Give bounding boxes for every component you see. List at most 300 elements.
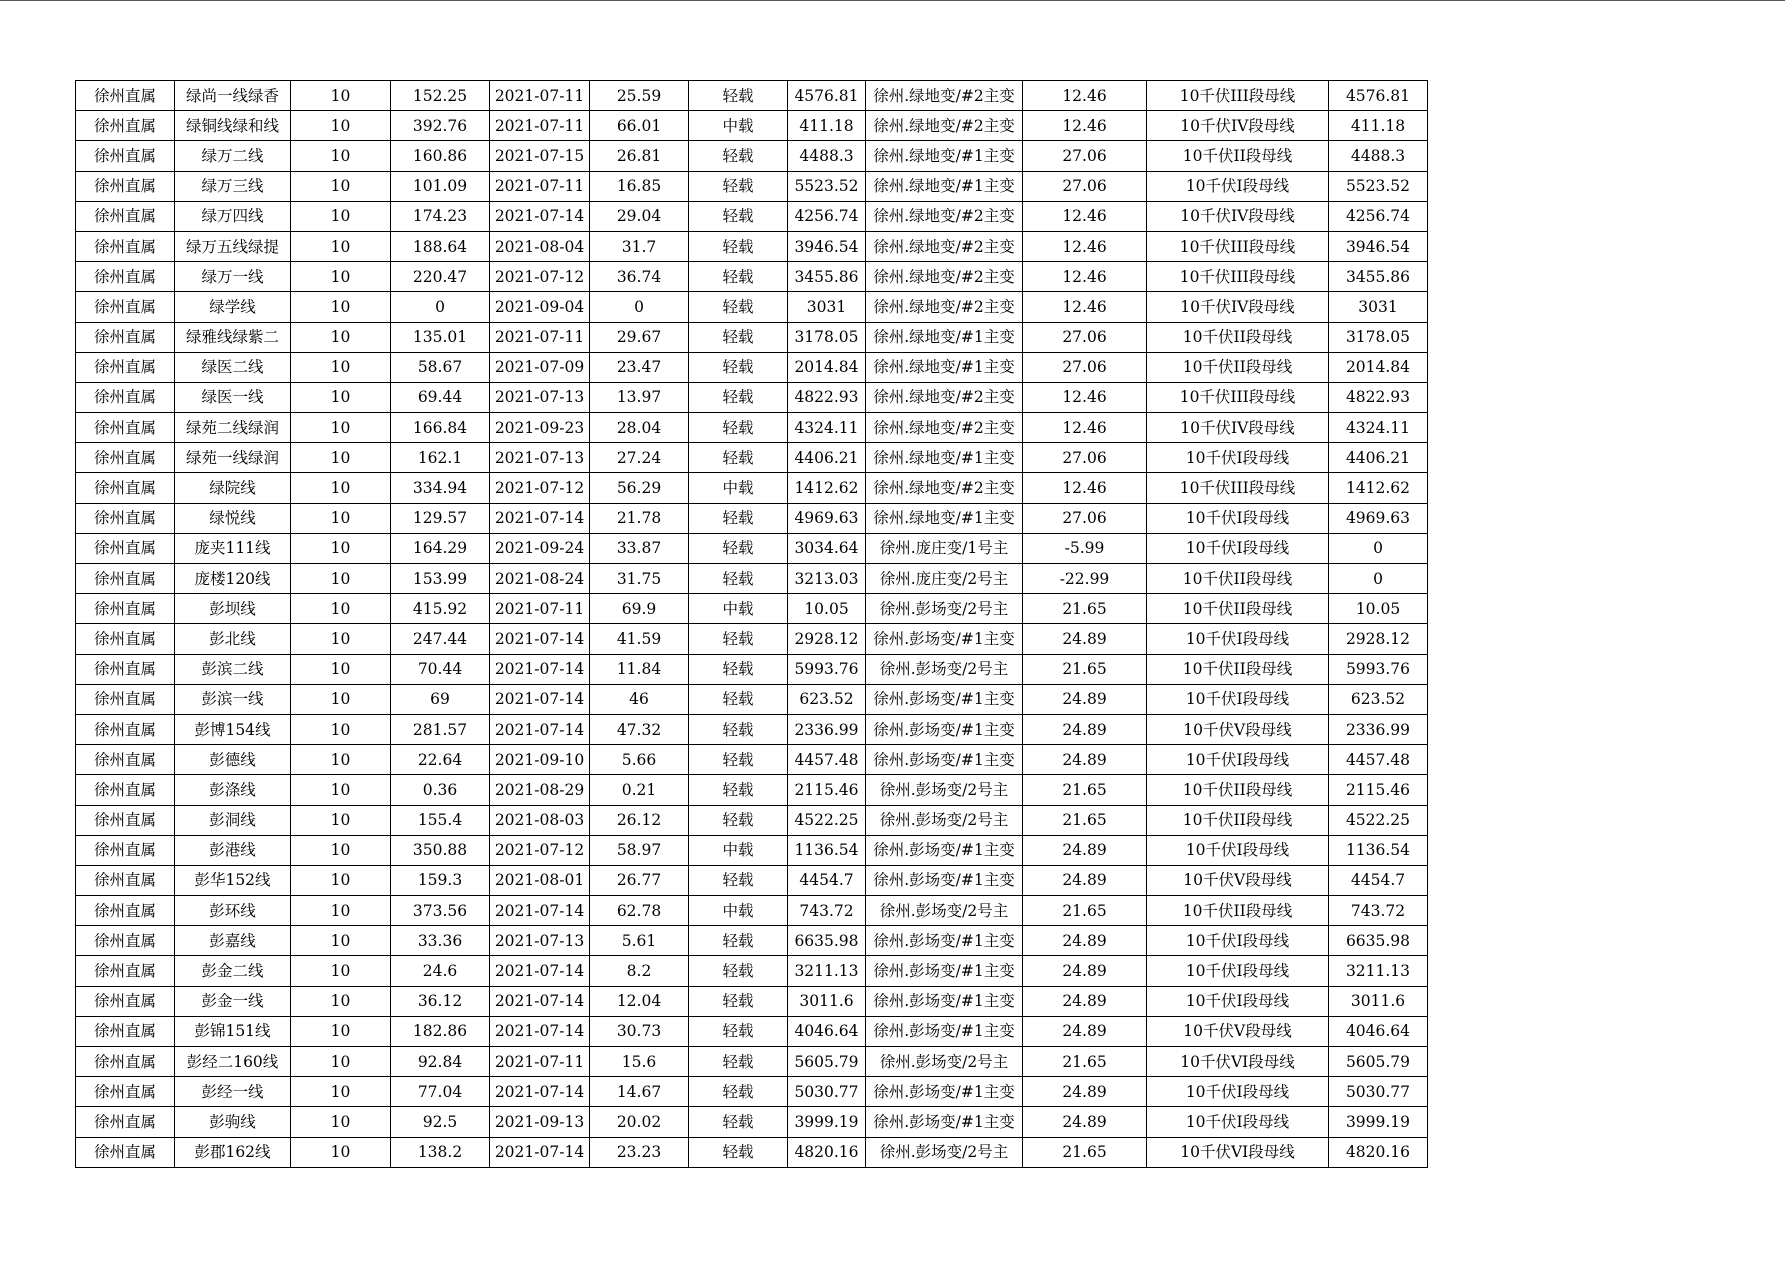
- current-cell: 160.86: [391, 141, 490, 171]
- load-rate-cell: 46: [590, 684, 689, 714]
- transformer-cell: 徐州.绿地变/#2主变: [866, 292, 1023, 322]
- load-rate-cell: 62.78: [590, 896, 689, 926]
- transformer-margin-cell: 12.46: [1023, 292, 1147, 322]
- transformer-margin-cell: 21.65: [1023, 1137, 1147, 1167]
- available-capacity-cell: 623.52: [788, 684, 866, 714]
- unit-cell: 徐州直属: [76, 1077, 175, 1107]
- load-rate-cell: 13.97: [590, 382, 689, 412]
- available-capacity-cell: 4522.25: [788, 805, 866, 835]
- voltage-cell: 10: [291, 624, 391, 654]
- line-name-cell: 彭北线: [175, 624, 291, 654]
- bus-section-cell: 10千伏I段母线: [1147, 684, 1329, 714]
- capacity-cell: 4324.11: [1329, 413, 1428, 443]
- unit-cell: 徐州直属: [76, 926, 175, 956]
- date-cell: 2021-09-10: [490, 745, 590, 775]
- unit-cell: 徐州直属: [76, 775, 175, 805]
- unit-cell: 徐州直属: [76, 111, 175, 141]
- feeder-load-table: [75, 80, 1428, 1168]
- date-cell: 2021-09-13: [490, 1107, 590, 1137]
- date-cell: 2021-07-11: [490, 171, 590, 201]
- capacity-cell: 6635.98: [1329, 926, 1428, 956]
- transformer-margin-cell: 12.46: [1023, 111, 1147, 141]
- bus-section-cell: 10千伏II段母线: [1147, 141, 1329, 171]
- transformer-margin-cell: 27.06: [1023, 503, 1147, 533]
- table-row: [76, 564, 1428, 594]
- transformer-cell: 徐州.绿地变/#2主变: [866, 413, 1023, 443]
- unit-cell: 徐州直属: [76, 805, 175, 835]
- transformer-margin-cell: 21.65: [1023, 594, 1147, 624]
- available-capacity-cell: 4969.63: [788, 503, 866, 533]
- transformer-margin-cell: 21.65: [1023, 896, 1147, 926]
- current-cell: 22.64: [391, 745, 490, 775]
- available-capacity-cell: 3031: [788, 292, 866, 322]
- table-row: [76, 594, 1428, 624]
- unit-cell: 徐州直属: [76, 382, 175, 412]
- capacity-cell: 3946.54: [1329, 231, 1428, 261]
- transformer-cell: 徐州.彭场变/#1主变: [866, 745, 1023, 775]
- transformer-cell: 徐州.彭场变/#1主变: [866, 1107, 1023, 1137]
- date-cell: 2021-08-29: [490, 775, 590, 805]
- unit-cell: 徐州直属: [76, 262, 175, 292]
- line-name-cell: 彭滨二线: [175, 654, 291, 684]
- line-name-cell: 绿万一线: [175, 262, 291, 292]
- table-row: [76, 262, 1428, 292]
- load-rate-cell: 15.6: [590, 1047, 689, 1077]
- capacity-cell: 4522.25: [1329, 805, 1428, 835]
- current-cell: 247.44: [391, 624, 490, 654]
- current-cell: 69: [391, 684, 490, 714]
- current-cell: 36.12: [391, 986, 490, 1016]
- load-rate-cell: 30.73: [590, 1016, 689, 1046]
- available-capacity-cell: 4406.21: [788, 443, 866, 473]
- transformer-margin-cell: 27.06: [1023, 352, 1147, 382]
- capacity-cell: 5993.76: [1329, 654, 1428, 684]
- bus-section-cell: 10千伏V段母线: [1147, 1016, 1329, 1046]
- capacity-cell: 4454.7: [1329, 865, 1428, 895]
- unit-cell: 徐州直属: [76, 1137, 175, 1167]
- unit-cell: 徐州直属: [76, 684, 175, 714]
- date-cell: 2021-07-11: [490, 322, 590, 352]
- unit-cell: 徐州直属: [76, 141, 175, 171]
- unit-cell: 徐州直属: [76, 1107, 175, 1137]
- line-name-cell: 彭博154线: [175, 714, 291, 744]
- line-name-cell: 彭环线: [175, 896, 291, 926]
- transformer-margin-cell: 24.89: [1023, 714, 1147, 744]
- load-rate-cell: 23.47: [590, 352, 689, 382]
- transformer-margin-cell: 27.06: [1023, 141, 1147, 171]
- load-status-cell: 轻载: [689, 986, 788, 1016]
- capacity-cell: 3999.19: [1329, 1107, 1428, 1137]
- unit-cell: 徐州直属: [76, 443, 175, 473]
- table-row: [76, 201, 1428, 231]
- line-name-cell: 彭金一线: [175, 986, 291, 1016]
- current-cell: 220.47: [391, 262, 490, 292]
- date-cell: 2021-07-14: [490, 201, 590, 231]
- transformer-margin-cell: 21.65: [1023, 775, 1147, 805]
- current-cell: 164.29: [391, 533, 490, 563]
- transformer-cell: 徐州.绿地变/#1主变: [866, 322, 1023, 352]
- load-status-cell: 轻载: [689, 745, 788, 775]
- load-rate-cell: 31.7: [590, 231, 689, 261]
- capacity-cell: 2336.99: [1329, 714, 1428, 744]
- load-rate-cell: 14.67: [590, 1077, 689, 1107]
- load-status-cell: 轻载: [689, 714, 788, 744]
- table-row: [76, 775, 1428, 805]
- current-cell: 0: [391, 292, 490, 322]
- bus-section-cell: 10千伏I段母线: [1147, 956, 1329, 986]
- available-capacity-cell: 2336.99: [788, 714, 866, 744]
- voltage-cell: 10: [291, 503, 391, 533]
- unit-cell: 徐州直属: [76, 81, 175, 111]
- capacity-cell: 2014.84: [1329, 352, 1428, 382]
- load-status-cell: 轻载: [689, 141, 788, 171]
- available-capacity-cell: 4256.74: [788, 201, 866, 231]
- transformer-cell: 徐州.彭场变/#1主变: [866, 684, 1023, 714]
- date-cell: 2021-07-11: [490, 81, 590, 111]
- load-status-cell: 轻载: [689, 1107, 788, 1137]
- capacity-cell: 10.05: [1329, 594, 1428, 624]
- load-rate-cell: 33.87: [590, 533, 689, 563]
- date-cell: 2021-07-14: [490, 624, 590, 654]
- available-capacity-cell: 10.05: [788, 594, 866, 624]
- load-status-cell: 轻载: [689, 684, 788, 714]
- load-status-cell: 轻载: [689, 352, 788, 382]
- load-rate-cell: 29.04: [590, 201, 689, 231]
- load-rate-cell: 26.12: [590, 805, 689, 835]
- bus-section-cell: 10千伏I段母线: [1147, 443, 1329, 473]
- bus-section-cell: 10千伏I段母线: [1147, 926, 1329, 956]
- transformer-margin-cell: 12.46: [1023, 413, 1147, 443]
- load-status-cell: 轻载: [689, 292, 788, 322]
- date-cell: 2021-08-04: [490, 231, 590, 261]
- transformer-cell: 徐州.彭场变/2号主: [866, 896, 1023, 926]
- unit-cell: 徐州直属: [76, 654, 175, 684]
- current-cell: 138.2: [391, 1137, 490, 1167]
- line-name-cell: 彭德线: [175, 745, 291, 775]
- table-row: [76, 986, 1428, 1016]
- capacity-cell: 2115.46: [1329, 775, 1428, 805]
- voltage-cell: 10: [291, 352, 391, 382]
- table-row: [76, 684, 1428, 714]
- table-row: [76, 896, 1428, 926]
- bus-section-cell: 10千伏I段母线: [1147, 745, 1329, 775]
- transformer-cell: 徐州.绿地变/#1主变: [866, 443, 1023, 473]
- current-cell: 24.6: [391, 956, 490, 986]
- unit-cell: 徐州直属: [76, 503, 175, 533]
- load-status-cell: 轻载: [689, 322, 788, 352]
- current-cell: 101.09: [391, 171, 490, 201]
- transformer-cell: 徐州.绿地变/#1主变: [866, 141, 1023, 171]
- line-name-cell: 绿铜线绿和线: [175, 111, 291, 141]
- date-cell: 2021-08-03: [490, 805, 590, 835]
- capacity-cell: 5523.52: [1329, 171, 1428, 201]
- transformer-margin-cell: 24.89: [1023, 624, 1147, 654]
- available-capacity-cell: 4046.64: [788, 1016, 866, 1046]
- voltage-cell: 10: [291, 986, 391, 1016]
- available-capacity-cell: 2928.12: [788, 624, 866, 654]
- date-cell: 2021-07-12: [490, 835, 590, 865]
- table-row: [76, 503, 1428, 533]
- unit-cell: 徐州直属: [76, 745, 175, 775]
- transformer-margin-cell: 24.89: [1023, 1107, 1147, 1137]
- capacity-cell: 4822.93: [1329, 382, 1428, 412]
- bus-section-cell: 10千伏V段母线: [1147, 865, 1329, 895]
- transformer-margin-cell: 27.06: [1023, 171, 1147, 201]
- load-rate-cell: 28.04: [590, 413, 689, 443]
- transformer-cell: 徐州.庞庄变/1号主: [866, 533, 1023, 563]
- line-name-cell: 绿尚一线绿香: [175, 81, 291, 111]
- table-row: [76, 1016, 1428, 1046]
- load-rate-cell: 21.78: [590, 503, 689, 533]
- transformer-cell: 徐州.庞庄变/2号主: [866, 564, 1023, 594]
- date-cell: 2021-07-14: [490, 1137, 590, 1167]
- capacity-cell: 4457.48: [1329, 745, 1428, 775]
- current-cell: 155.4: [391, 805, 490, 835]
- capacity-cell: 4576.81: [1329, 81, 1428, 111]
- available-capacity-cell: 4820.16: [788, 1137, 866, 1167]
- transformer-cell: 徐州.绿地变/#1主变: [866, 503, 1023, 533]
- table-row: [76, 231, 1428, 261]
- voltage-cell: 10: [291, 835, 391, 865]
- date-cell: 2021-07-14: [490, 1077, 590, 1107]
- voltage-cell: 10: [291, 1077, 391, 1107]
- line-name-cell: 庞夹111线: [175, 533, 291, 563]
- line-name-cell: 彭经一线: [175, 1077, 291, 1107]
- unit-cell: 徐州直属: [76, 1016, 175, 1046]
- bus-section-cell: 10千伏I段母线: [1147, 835, 1329, 865]
- load-rate-cell: 27.24: [590, 443, 689, 473]
- current-cell: 58.67: [391, 352, 490, 382]
- voltage-cell: 10: [291, 745, 391, 775]
- unit-cell: 徐州直属: [76, 956, 175, 986]
- capacity-cell: 743.72: [1329, 896, 1428, 926]
- voltage-cell: 10: [291, 81, 391, 111]
- capacity-cell: 4969.63: [1329, 503, 1428, 533]
- line-name-cell: 绿万五线绿提: [175, 231, 291, 261]
- bus-section-cell: 10千伏IV段母线: [1147, 292, 1329, 322]
- current-cell: 152.25: [391, 81, 490, 111]
- unit-cell: 徐州直属: [76, 352, 175, 382]
- current-cell: 77.04: [391, 1077, 490, 1107]
- load-status-cell: 轻载: [689, 1016, 788, 1046]
- unit-cell: 徐州直属: [76, 835, 175, 865]
- transformer-cell: 徐州.彭场变/#1主变: [866, 714, 1023, 744]
- line-name-cell: 绿医一线: [175, 382, 291, 412]
- bus-section-cell: 10千伏III段母线: [1147, 231, 1329, 261]
- capacity-cell: 3211.13: [1329, 956, 1428, 986]
- table-row: [76, 533, 1428, 563]
- line-name-cell: 绿医二线: [175, 352, 291, 382]
- date-cell: 2021-07-14: [490, 503, 590, 533]
- voltage-cell: 10: [291, 594, 391, 624]
- transformer-margin-cell: 24.89: [1023, 1077, 1147, 1107]
- table-row: [76, 1047, 1428, 1077]
- voltage-cell: 10: [291, 292, 391, 322]
- bus-section-cell: 10千伏III段母线: [1147, 473, 1329, 503]
- load-status-cell: 轻载: [689, 1077, 788, 1107]
- available-capacity-cell: 3946.54: [788, 231, 866, 261]
- load-status-cell: 轻载: [689, 443, 788, 473]
- available-capacity-cell: 4576.81: [788, 81, 866, 111]
- date-cell: 2021-07-14: [490, 654, 590, 684]
- load-status-cell: 轻载: [689, 413, 788, 443]
- load-status-cell: 轻载: [689, 654, 788, 684]
- load-status-cell: 中载: [689, 111, 788, 141]
- line-name-cell: 彭锦151线: [175, 1016, 291, 1046]
- line-name-cell: 彭驹线: [175, 1107, 291, 1137]
- load-rate-cell: 26.81: [590, 141, 689, 171]
- transformer-margin-cell: 24.89: [1023, 986, 1147, 1016]
- bus-section-cell: 10千伏III段母线: [1147, 262, 1329, 292]
- available-capacity-cell: 1136.54: [788, 835, 866, 865]
- line-name-cell: 彭港线: [175, 835, 291, 865]
- voltage-cell: 10: [291, 473, 391, 503]
- load-status-cell: 轻载: [689, 171, 788, 201]
- table-row: [76, 111, 1428, 141]
- current-cell: 373.56: [391, 896, 490, 926]
- voltage-cell: 10: [291, 684, 391, 714]
- date-cell: 2021-07-13: [490, 382, 590, 412]
- voltage-cell: 10: [291, 865, 391, 895]
- load-rate-cell: 5.61: [590, 926, 689, 956]
- load-status-cell: 轻载: [689, 805, 788, 835]
- transformer-cell: 徐州.绿地变/#2主变: [866, 262, 1023, 292]
- load-rate-cell: 11.84: [590, 654, 689, 684]
- load-status-cell: 轻载: [689, 503, 788, 533]
- unit-cell: 徐州直属: [76, 473, 175, 503]
- current-cell: 159.3: [391, 865, 490, 895]
- current-cell: 153.99: [391, 564, 490, 594]
- table-row: [76, 413, 1428, 443]
- bus-section-cell: 10千伏III段母线: [1147, 382, 1329, 412]
- available-capacity-cell: 4457.48: [788, 745, 866, 775]
- voltage-cell: 10: [291, 1016, 391, 1046]
- table-body: [76, 81, 1428, 1168]
- load-rate-cell: 5.66: [590, 745, 689, 775]
- table-row: [76, 1137, 1428, 1167]
- table-row: [76, 1107, 1428, 1137]
- transformer-cell: 徐州.彭场变/#1主变: [866, 926, 1023, 956]
- available-capacity-cell: 3178.05: [788, 322, 866, 352]
- line-name-cell: 彭经二160线: [175, 1047, 291, 1077]
- voltage-cell: 10: [291, 1137, 391, 1167]
- available-capacity-cell: 2115.46: [788, 775, 866, 805]
- capacity-cell: 3178.05: [1329, 322, 1428, 352]
- load-rate-cell: 29.67: [590, 322, 689, 352]
- bus-section-cell: 10千伏II段母线: [1147, 564, 1329, 594]
- capacity-cell: 623.52: [1329, 684, 1428, 714]
- line-name-cell: 绿万三线: [175, 171, 291, 201]
- table-row: [76, 714, 1428, 744]
- transformer-margin-cell: 12.46: [1023, 201, 1147, 231]
- load-status-cell: 轻载: [689, 533, 788, 563]
- capacity-cell: 4406.21: [1329, 443, 1428, 473]
- line-name-cell: 绿悦线: [175, 503, 291, 533]
- voltage-cell: 10: [291, 1107, 391, 1137]
- unit-cell: 徐州直属: [76, 171, 175, 201]
- date-cell: 2021-08-01: [490, 865, 590, 895]
- transformer-cell: 徐州.彭场变/#1主变: [866, 1077, 1023, 1107]
- bus-section-cell: 10千伏II段母线: [1147, 805, 1329, 835]
- line-name-cell: 彭华152线: [175, 865, 291, 895]
- voltage-cell: 10: [291, 201, 391, 231]
- transformer-margin-cell: 12.46: [1023, 231, 1147, 261]
- date-cell: 2021-07-14: [490, 684, 590, 714]
- transformer-cell: 徐州.彭场变/#1主变: [866, 1016, 1023, 1046]
- line-name-cell: 彭坝线: [175, 594, 291, 624]
- voltage-cell: 10: [291, 111, 391, 141]
- load-rate-cell: 20.02: [590, 1107, 689, 1137]
- available-capacity-cell: 6635.98: [788, 926, 866, 956]
- current-cell: 166.84: [391, 413, 490, 443]
- capacity-cell: 1412.62: [1329, 473, 1428, 503]
- table-row: [76, 805, 1428, 835]
- transformer-cell: 徐州.彭场变/2号主: [866, 775, 1023, 805]
- unit-cell: 徐州直属: [76, 322, 175, 352]
- transformer-margin-cell: 27.06: [1023, 322, 1147, 352]
- line-name-cell: 彭洞线: [175, 805, 291, 835]
- voltage-cell: 10: [291, 956, 391, 986]
- bus-section-cell: 10千伏I段母线: [1147, 624, 1329, 654]
- load-status-cell: 轻载: [689, 81, 788, 111]
- bus-section-cell: 10千伏I段母线: [1147, 171, 1329, 201]
- unit-cell: 徐州直属: [76, 1047, 175, 1077]
- available-capacity-cell: 4822.93: [788, 382, 866, 412]
- bus-section-cell: 10千伏II段母线: [1147, 352, 1329, 382]
- load-rate-cell: 36.74: [590, 262, 689, 292]
- load-status-cell: 轻载: [689, 926, 788, 956]
- bus-section-cell: 10千伏IV段母线: [1147, 413, 1329, 443]
- transformer-margin-cell: 24.89: [1023, 745, 1147, 775]
- transformer-margin-cell: 12.46: [1023, 473, 1147, 503]
- capacity-cell: 4256.74: [1329, 201, 1428, 231]
- date-cell: 2021-07-14: [490, 1016, 590, 1046]
- transformer-margin-cell: 24.89: [1023, 956, 1147, 986]
- date-cell: 2021-07-14: [490, 956, 590, 986]
- date-cell: 2021-07-11: [490, 594, 590, 624]
- date-cell: 2021-07-15: [490, 141, 590, 171]
- unit-cell: 徐州直属: [76, 594, 175, 624]
- table-row: [76, 322, 1428, 352]
- voltage-cell: 10: [291, 141, 391, 171]
- line-name-cell: 彭金二线: [175, 956, 291, 986]
- capacity-cell: 3455.86: [1329, 262, 1428, 292]
- load-rate-cell: 69.9: [590, 594, 689, 624]
- transformer-cell: 徐州.彭场变/#1主变: [866, 956, 1023, 986]
- voltage-cell: 10: [291, 805, 391, 835]
- load-rate-cell: 58.97: [590, 835, 689, 865]
- available-capacity-cell: 1412.62: [788, 473, 866, 503]
- current-cell: 188.64: [391, 231, 490, 261]
- transformer-cell: 徐州.彭场变/#1主变: [866, 624, 1023, 654]
- unit-cell: 徐州直属: [76, 201, 175, 231]
- available-capacity-cell: 743.72: [788, 896, 866, 926]
- current-cell: 70.44: [391, 654, 490, 684]
- available-capacity-cell: 5993.76: [788, 654, 866, 684]
- current-cell: 135.01: [391, 322, 490, 352]
- transformer-cell: 徐州.绿地变/#2主变: [866, 382, 1023, 412]
- capacity-cell: 4046.64: [1329, 1016, 1428, 1046]
- transformer-margin-cell: 24.89: [1023, 926, 1147, 956]
- table-row: [76, 443, 1428, 473]
- load-status-cell: 轻载: [689, 956, 788, 986]
- date-cell: 2021-08-24: [490, 564, 590, 594]
- bus-section-cell: 10千伏I段母线: [1147, 1077, 1329, 1107]
- load-status-cell: 中载: [689, 835, 788, 865]
- load-status-cell: 轻载: [689, 1137, 788, 1167]
- available-capacity-cell: 5605.79: [788, 1047, 866, 1077]
- bus-section-cell: 10千伏II段母线: [1147, 322, 1329, 352]
